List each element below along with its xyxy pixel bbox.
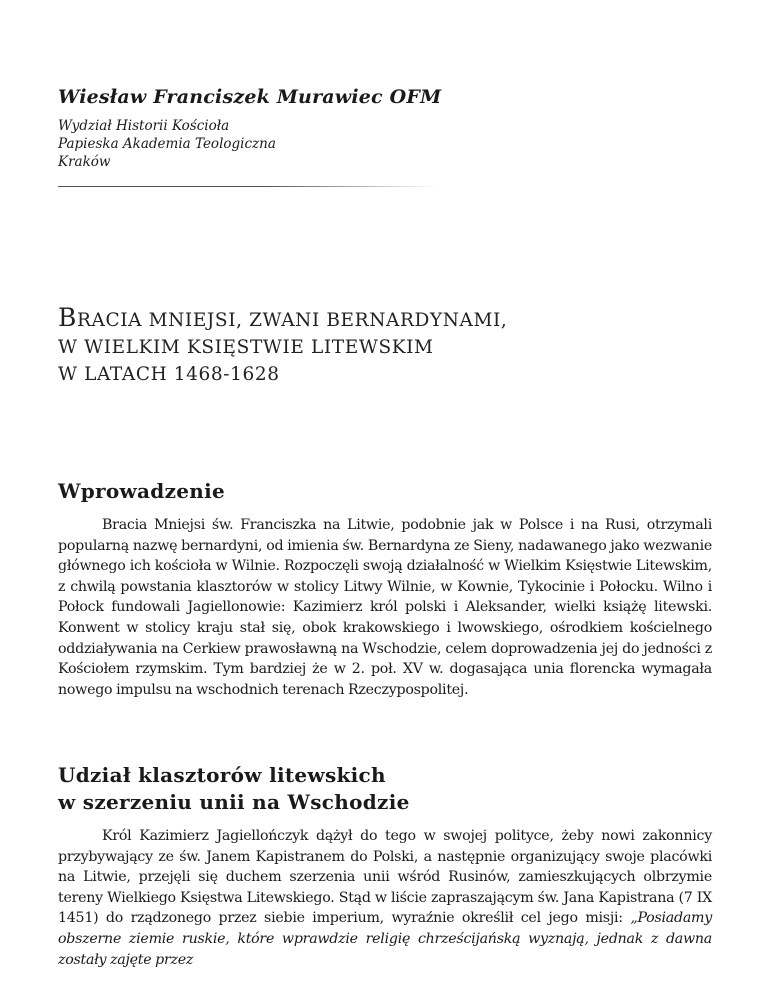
- article-title: [58, 302, 507, 388]
- affiliation-line: Kraków: [58, 154, 111, 170]
- author-name: Wiesław Franciszek Murawiec OFM: [58, 86, 442, 108]
- title-line-1-rest: RACIA MNIEJSI, ZWANI BERNARDYNAMI,: [76, 310, 508, 331]
- header-divider: [58, 186, 438, 187]
- title-line-1: [58, 302, 507, 334]
- section-heading-union: [58, 762, 410, 816]
- author-affiliation: [58, 117, 276, 171]
- paragraph-introduction: Bracia Mniejsi św. Franciszka na Litwie, podobnie jak w Polsce i na Rusi, otrzymali popularną nazwę bernardyni, od imienia św. Bernardyna ze Sieny, nadawanego jako wezwanie głównego ich kościoła w Wilnie. Rozpoczęli swoją działalność w Wielkim Księstwie Litewskim, z chwilą powstania klasztorów w stolicy Litwy Wilnie, w Kownie, Tykocinie i Połocku. Wilno i Połock fundowali Jagiellonowie: Kazimierz król polski i Aleksander, wielki książę litewski. Konwent w stolicy kraju stał się, obok krakowskiego i lwowskiego, ośrodkiem kościelnego oddziaływania na Cerkiew prawosławną na Wschodzie, celem doprowadzenia jej do jedności z Kościołem rzymskim. Tym bardziej że w 2. poł. XV w. dogasająca unia florencka wymagała nowego impulsu na wschodnich terenach Rzeczypospolitej.: [58, 517, 712, 698]
- affiliation-line: Papieska Akademia Teologiczna: [58, 136, 276, 152]
- document-page: [58, 0, 712, 994]
- title-line-2: W WIELKIM KSIĘSTWIE LITEWSKIM: [58, 337, 434, 358]
- affiliation-line: Wydział Historii Kościoła: [58, 118, 230, 134]
- title-line-3: W LATACH 1468-1628: [58, 364, 280, 385]
- paragraph-union: [58, 826, 712, 970]
- section-heading-union-line-2: w szerzeniu unii na Wschodzie: [58, 790, 410, 814]
- section-heading-introduction: Wprowadzenie: [58, 479, 226, 503]
- title-initial: B: [58, 303, 77, 332]
- paragraph-union-text: Król Kazimierz Jagiellończyk dążył do tego w swojej polityce, żeby nowi zakonnicy przybywający ze św. Janem Kapistranem do Polski, a następnie organizujący swoje placówki na Litwie, przejęli się duchem szerzenia unii wśród Rusinów, zamieszkujących olbrzymie tereny Wielkiego Księstwa Litewskiego. Stąd w liście zapraszającym św. Jana Kapistrana (7 IX 1451) do rządzonego przez siebie imperium, wyraźnie określił cel jego misji:: [58, 828, 712, 927]
- section-heading-union-line-1: Udział klasztorów litewskich: [58, 763, 386, 787]
- paragraph-union-quote: „Posiadamy obszerne ziemie ruskie, które wprawdzie religię chrześcijańską wyznają, jednak z dawna zostały zajęte przez: [58, 910, 712, 968]
